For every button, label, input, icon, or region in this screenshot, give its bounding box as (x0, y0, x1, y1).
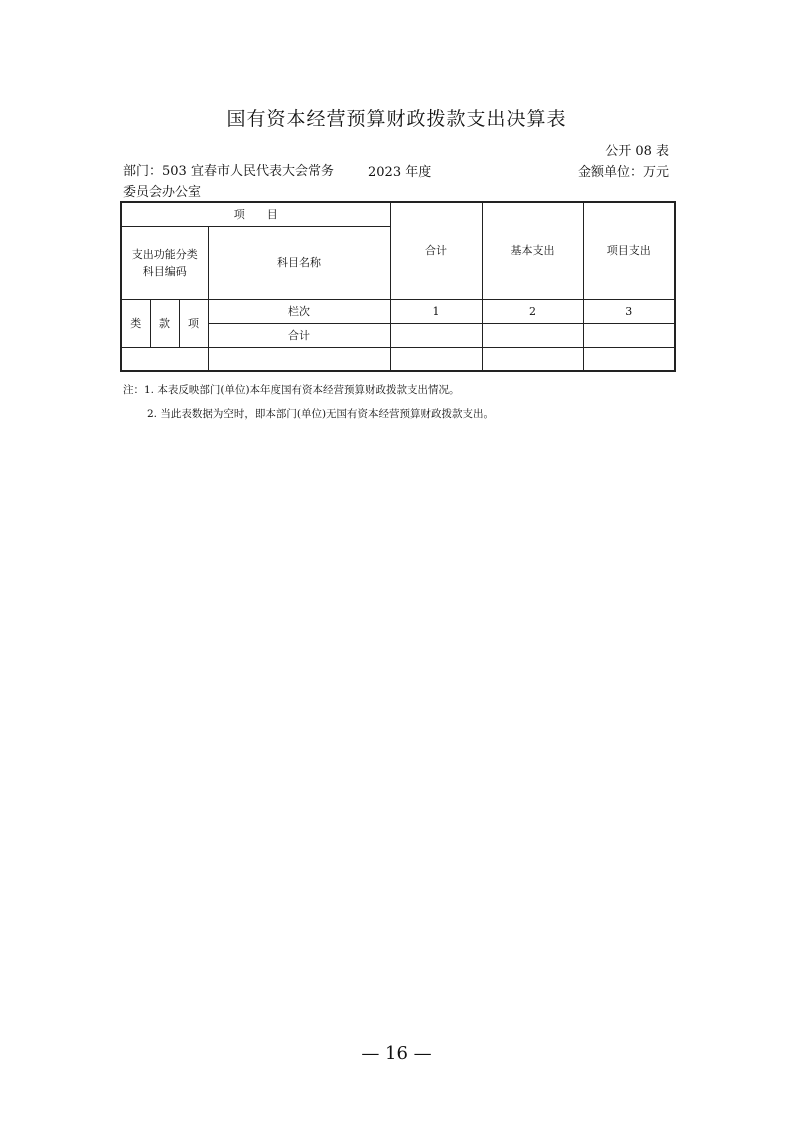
table-row (121, 347, 675, 371)
sub-lei-cell: 类 (121, 299, 150, 347)
note-1: 注：1. 本表反映部门(单位)本年度国有资本经营预算财政拨款支出情况。 (123, 384, 460, 396)
header-basic-cell: 基本支出 (482, 202, 583, 299)
empty-total-cell (390, 347, 482, 371)
empty-project-cell (583, 347, 675, 371)
page-title: 国有资本经营预算财政拨款支出决算表 (226, 108, 567, 130)
expenditure-table (120, 201, 676, 372)
empty-code-cell (121, 347, 208, 371)
form-number: 公开 08 表 (605, 144, 669, 159)
sub-xiang-cell: 项 (179, 299, 208, 347)
empty-name-cell (208, 347, 390, 371)
lanci-3-cell: 3 (583, 299, 675, 323)
note-2: 2. 当此表数据为空时，即本部门(单位)无国有资本经营预算财政拨款支出。 (147, 408, 495, 420)
lanci-label-cell: 栏次 (208, 299, 390, 323)
total-project-cell (583, 323, 675, 347)
header-total-cell: 合计 (390, 202, 482, 299)
total-label-cell: 合计 (208, 323, 390, 347)
lanci-2-cell: 2 (482, 299, 583, 323)
header-code-cell: 支出功能分类科目编码 (121, 226, 208, 299)
table-row (121, 299, 675, 323)
page-number: — 16 — (361, 1043, 432, 1064)
header-project-cell: 项目支出 (583, 202, 675, 299)
sub-kuan-cell: 款 (150, 299, 179, 347)
notes (123, 378, 494, 426)
amount-unit-label: 金额单位：万元 (577, 165, 669, 180)
total-value-cell (390, 323, 482, 347)
lanci-1-cell: 1 (390, 299, 482, 323)
total-basic-cell (482, 323, 583, 347)
empty-basic-cell (482, 347, 583, 371)
header-name-cell: 科目名称 (208, 226, 390, 299)
table-header-row (121, 202, 675, 226)
department-label: 部门：503 宜春市人民代表大会常务委员会办公室 (123, 164, 334, 200)
header-item-cell: 项 目 (121, 202, 390, 226)
year-label: 2023 年度 (368, 165, 432, 180)
